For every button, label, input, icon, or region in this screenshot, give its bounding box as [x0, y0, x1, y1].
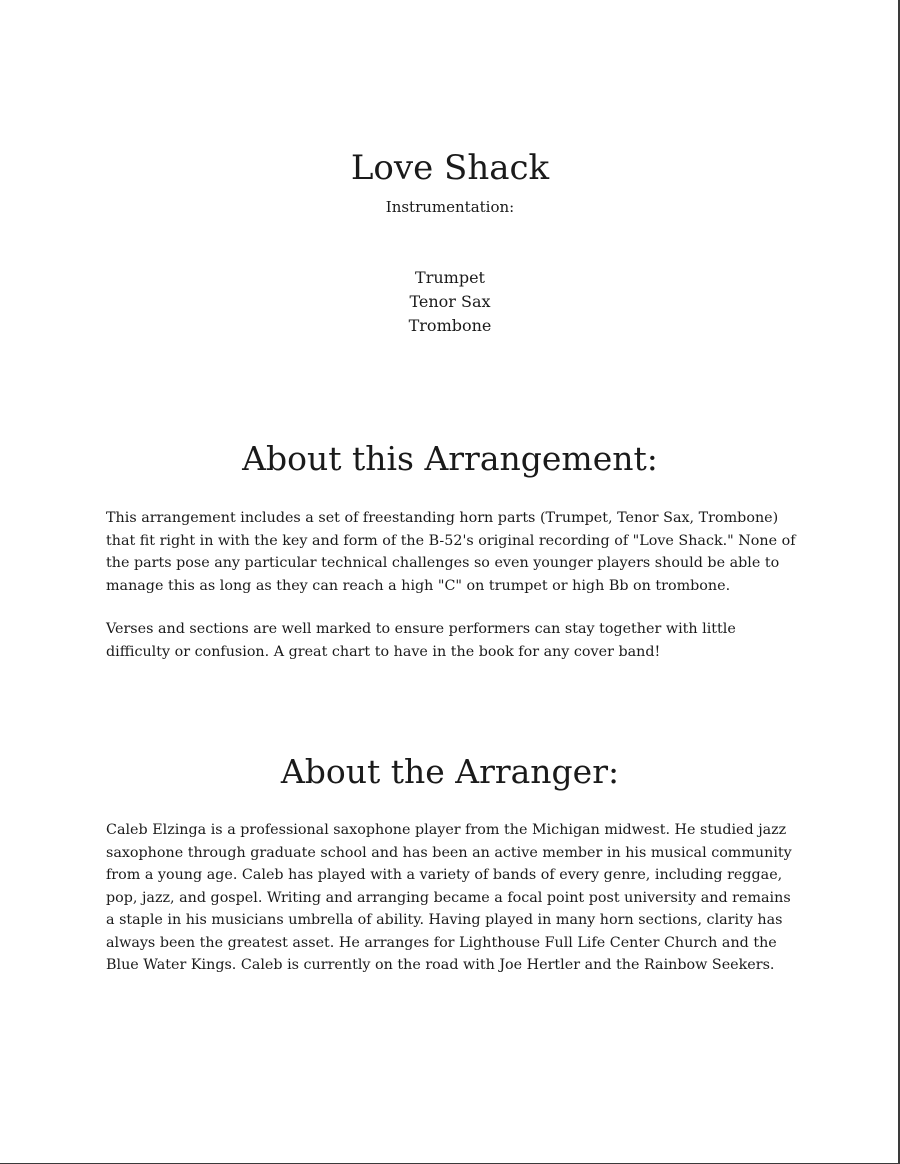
instrumentation-label: Instrumentation: [385, 198, 515, 216]
about-arrangement-paragraph: Verses and sections are well marked to ensure performers can stay together with little difficulty or confusion. A great chart to have in the book for any cover band! [106, 621, 736, 660]
about-arranger-heading: About the Arranger: [280, 752, 620, 791]
instrument-item: Tenor Sax [409, 292, 491, 311]
about-arrangement-paragraph: This arrangement includes a set of freestanding horn parts (Trumpet, Tenor Sax, Trombone) that fit right in with the key and form of the B-52's original recording of "Love Shack." None of the parts pose any particular technical challenges so even younger players should be able to manage this as long as they can reach a high "C" on trumpet or high Bb on trombone. [106, 510, 796, 594]
instrument-list [0, 266, 900, 338]
about-arranger-paragraph: Caleb Elzinga is a professional saxophone player from the Michigan midwest. He studied jazz saxophone through graduate school and has been an active member in his musical community from a young age. Caleb has played with a variety of bands of every genre, including reggae, pop, jazz, and gospel. Writing and arranging became a focal point post university and remains a staple in his musicians umbrella of ability. Having played in many horn sections, clarity has always been the greatest asset. He arranges for Lighthouse Full Life Center Church and the Blue Water Kings. Caleb is currently on the road with Joe Hertler and the Rainbow Seekers. [106, 822, 792, 973]
instrument-item: Trombone [408, 316, 492, 335]
instrument-item: Trumpet [415, 268, 485, 287]
document-title: Love Shack [350, 148, 550, 188]
about-arrangement-heading: About this Arrangement: [242, 439, 658, 478]
